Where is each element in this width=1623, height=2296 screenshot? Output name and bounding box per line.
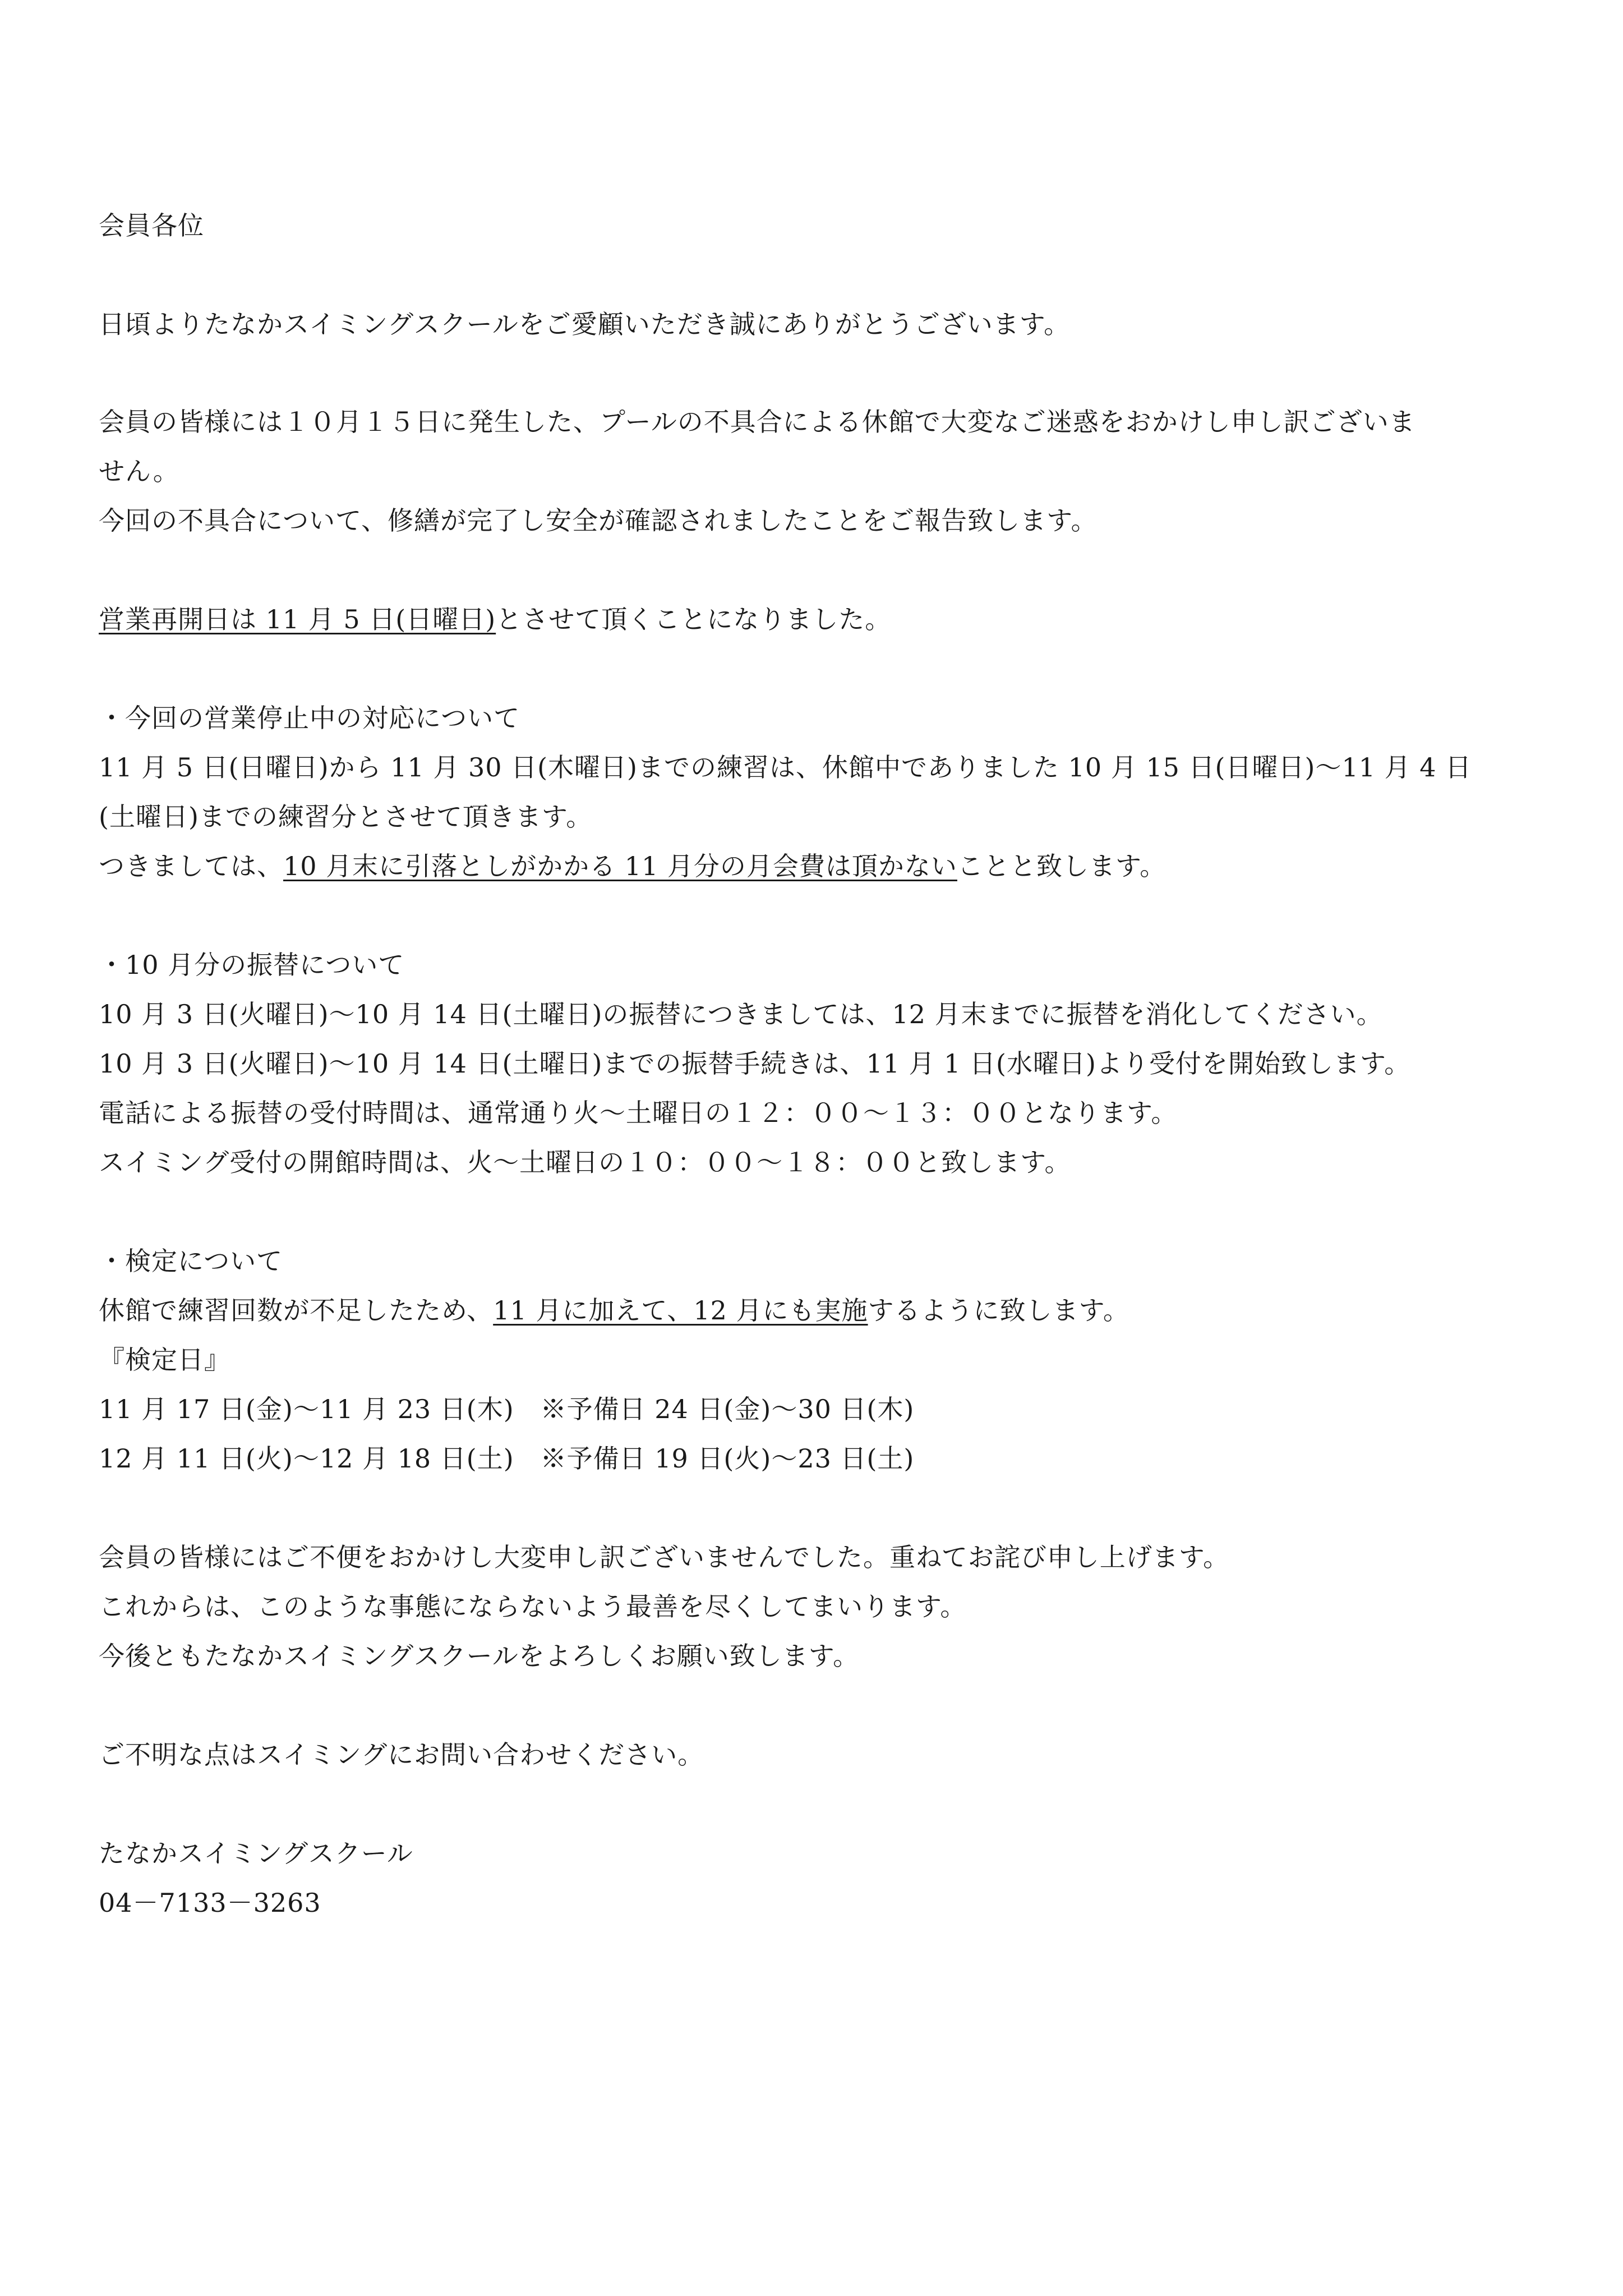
suspension-line-2: (土曜日)までの練習分とさせて頂きます。	[99, 802, 593, 832]
exam-line-1-pre: 休館で練習回数が不足したため、	[99, 1295, 494, 1326]
transfer-heading: ・10 月分の振替について	[99, 950, 405, 980]
closing-line-1: 会員の皆様にはご不便をおかけし大変申し訳ございませんでした。重ねてお詫び申し上げます。	[99, 1542, 1230, 1572]
apology-line-3: 今回の不具合について、修繕が完了し安全が確認されましたことをご報告致します。	[99, 505, 1098, 536]
transfer-line-1: 10 月 3 日(火曜日)〜10 月 14 日(土曜日)の振替につきましては、12 月末までに振替を消化してください。	[99, 999, 1383, 1029]
transfer-line-3: 電話による振替の受付時間は、通常通り火〜土曜日の１２：００〜１３：００となります。	[99, 1098, 1178, 1128]
suspension-line-1: 11 月 5 日(日曜日)から 11 月 30 日(木曜日)までの練習は、休館中でありました 10 月 15 日(日曜日)〜11 月 4 日	[99, 752, 1472, 783]
reopen-date-underlined: 営業再開日は 11 月 5 日(日曜日)	[99, 604, 496, 634]
suspension-line-3-post: ことと致します。	[957, 851, 1166, 881]
exam-dates-label: 『検定日』	[99, 1345, 230, 1375]
signature-phone: 04－7133－3263	[99, 1888, 321, 1918]
inquiry-note: ご不明な点はスイミングにお問い合わせください。	[99, 1740, 704, 1770]
exam-dates-december: 12 月 11 日(火)〜12 月 18 日(土) ※予備日 19 日(火)〜23 日(土)	[99, 1443, 915, 1474]
suspension-line-3	[99, 849, 1166, 883]
exam-line-1	[99, 1294, 1129, 1327]
transfer-line-4: スイミング受付の開館時間は、火〜土曜日の１０：００〜１８：００と致します。	[99, 1147, 1071, 1177]
transfer-line-2: 10 月 3 日(火曜日)〜10 月 14 日(土曜日)までの振替手続きは、11 月 1 日(水曜日)より受付を開始致します。	[99, 1048, 1411, 1079]
closing-line-3: 今後ともたなかスイミングスクールをよろしくお願い致します。	[99, 1641, 860, 1671]
signature-name: たなかスイミングスクール	[99, 1838, 413, 1869]
exam-heading: ・検定について	[99, 1246, 283, 1276]
greeting: 日頃よりたなかスイミングスクールをご愛顧いただき誠にありがとうございます。	[99, 309, 1071, 339]
reopen-rest: とさせて頂くことになりました。	[496, 604, 892, 634]
apology-line-2: せん。	[99, 456, 179, 486]
suspension-line-3-pre: つきましては、	[99, 851, 283, 881]
suspension-heading: ・今回の営業停止中の対応について	[99, 703, 520, 733]
monthly-fee-waiver-underlined: 10 月末に引落としがかかる 11 月分の月会費は頂かない	[283, 851, 957, 881]
apology-line-1: 会員の皆様には１０月１５日に発生した、プールの不具合による休館で大変なご迷惑をおかけし申し訳ございま	[99, 407, 1415, 437]
closing-line-2: これからは、このような事態にならないよう最善を尽くしてまいります。	[99, 1591, 967, 1622]
exam-line-1-post: するように致します。	[868, 1295, 1129, 1326]
exam-months-underlined: 11 月に加えて、12 月にも実施	[493, 1295, 868, 1326]
exam-dates-november: 11 月 17 日(金)〜11 月 23 日(木) ※予備日 24 日(金)〜30 日(木)	[99, 1394, 915, 1424]
salutation: 会員各位	[99, 210, 204, 241]
reopen-notice	[99, 602, 891, 636]
